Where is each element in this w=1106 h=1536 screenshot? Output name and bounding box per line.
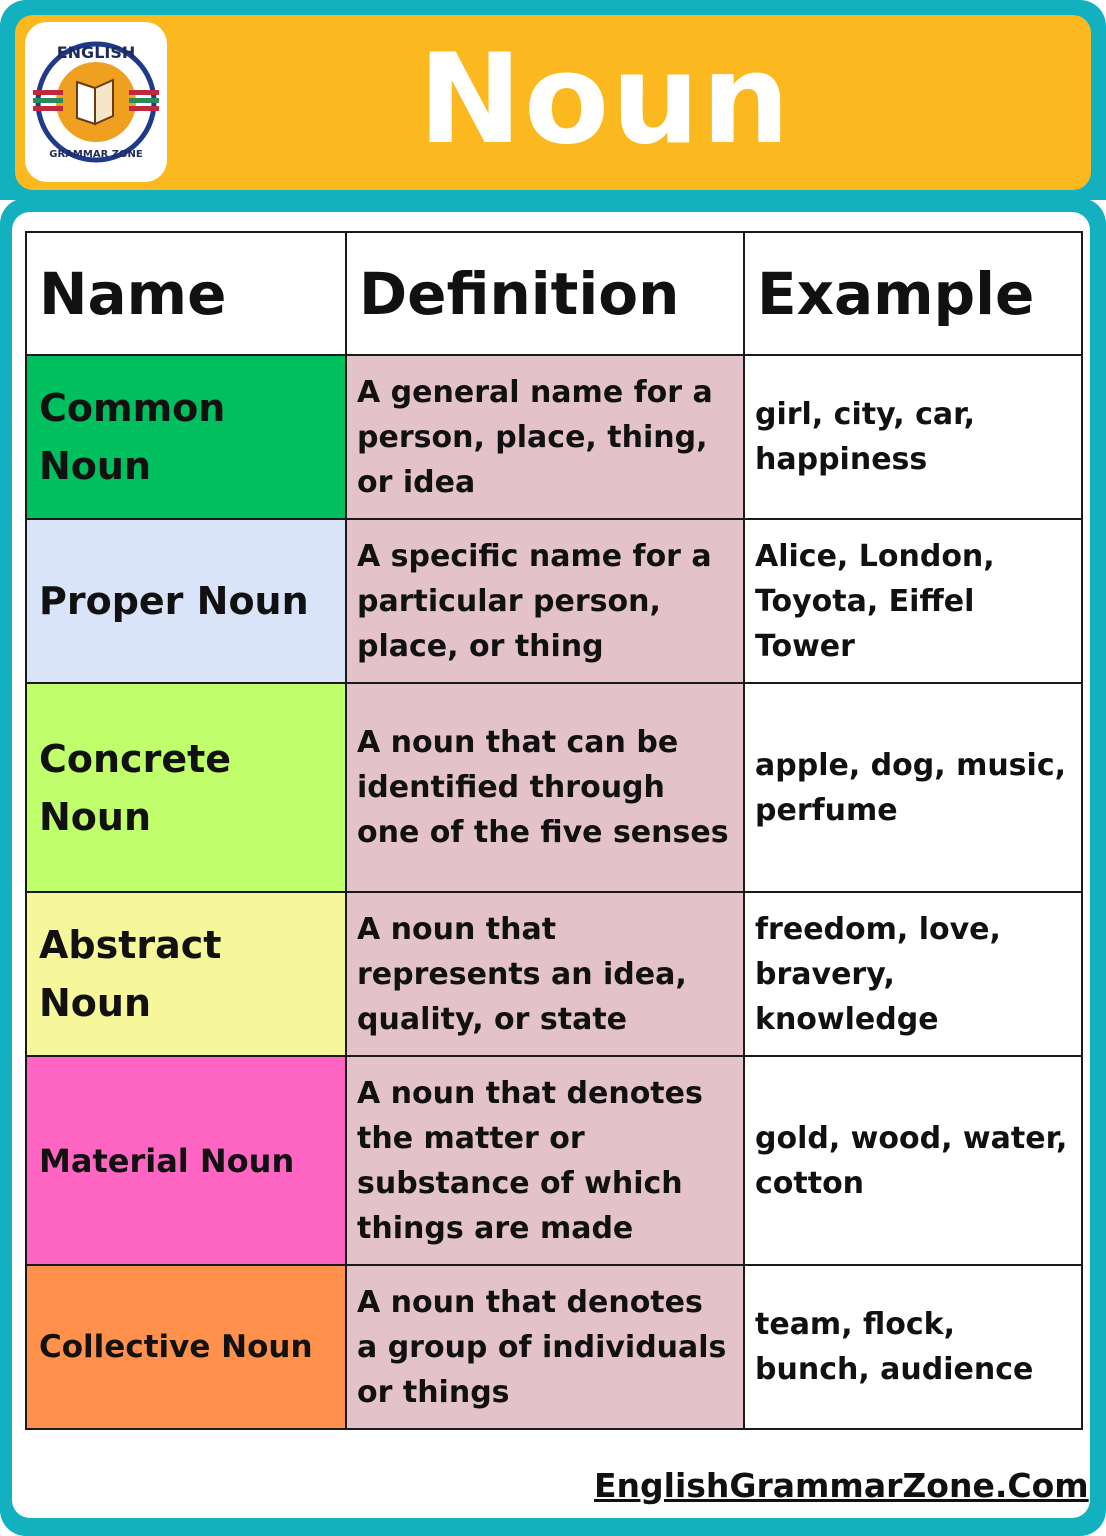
definition-cell: A noun that represents an idea, quality, or state bbox=[346, 892, 744, 1056]
table-row bbox=[26, 1265, 1082, 1429]
example-cell: gold, wood, water, cotton bbox=[744, 1056, 1082, 1265]
noun-name-cell: Proper Noun bbox=[26, 519, 346, 683]
noun-name-cell: Common Noun bbox=[26, 355, 346, 519]
noun-name-cell: Concrete Noun bbox=[26, 683, 346, 892]
site-link[interactable]: EnglishGrammarZone.Com bbox=[594, 1466, 1089, 1505]
svg-text:ENGLISH: ENGLISH bbox=[56, 43, 136, 62]
table-row bbox=[26, 355, 1082, 519]
example-cell: Alice, London, Toyota, Eiffel Tower bbox=[744, 519, 1082, 683]
column-header-definition: Definition bbox=[346, 232, 744, 355]
noun-name-cell: Collective Noun bbox=[26, 1265, 346, 1429]
noun-name-cell: Material Noun bbox=[26, 1056, 346, 1265]
example-cell: freedom, love, bravery, knowledge bbox=[744, 892, 1082, 1056]
column-header-name: Name bbox=[26, 232, 346, 355]
column-header-example: Example bbox=[744, 232, 1082, 355]
definition-cell: A noun that can be identified through one of the five senses bbox=[346, 683, 744, 892]
table-row bbox=[26, 892, 1082, 1056]
noun-name-cell: Abstract Noun bbox=[26, 892, 346, 1056]
table-header-row bbox=[26, 232, 1082, 355]
table-row bbox=[26, 683, 1082, 892]
table-row bbox=[26, 1056, 1082, 1265]
noun-types-table bbox=[25, 231, 1083, 1430]
table-row bbox=[26, 519, 1082, 683]
example-cell: apple, dog, music, perfume bbox=[744, 683, 1082, 892]
example-cell: girl, city, car, happiness bbox=[744, 355, 1082, 519]
definition-cell: A noun that denotes a group of individuals or things bbox=[346, 1265, 744, 1429]
definition-cell: A general name for a person, place, thing, or idea bbox=[346, 355, 744, 519]
page-title: Noun bbox=[418, 28, 792, 172]
example-cell: team, flock, bunch, audience bbox=[744, 1265, 1082, 1429]
definition-cell: A specific name for a particular person, place, or thing bbox=[346, 519, 744, 683]
definition-cell: A noun that denotes the matter or substance of which things are made bbox=[346, 1056, 744, 1265]
svg-text:GRAMMAR ZONE: GRAMMAR ZONE bbox=[49, 149, 143, 160]
